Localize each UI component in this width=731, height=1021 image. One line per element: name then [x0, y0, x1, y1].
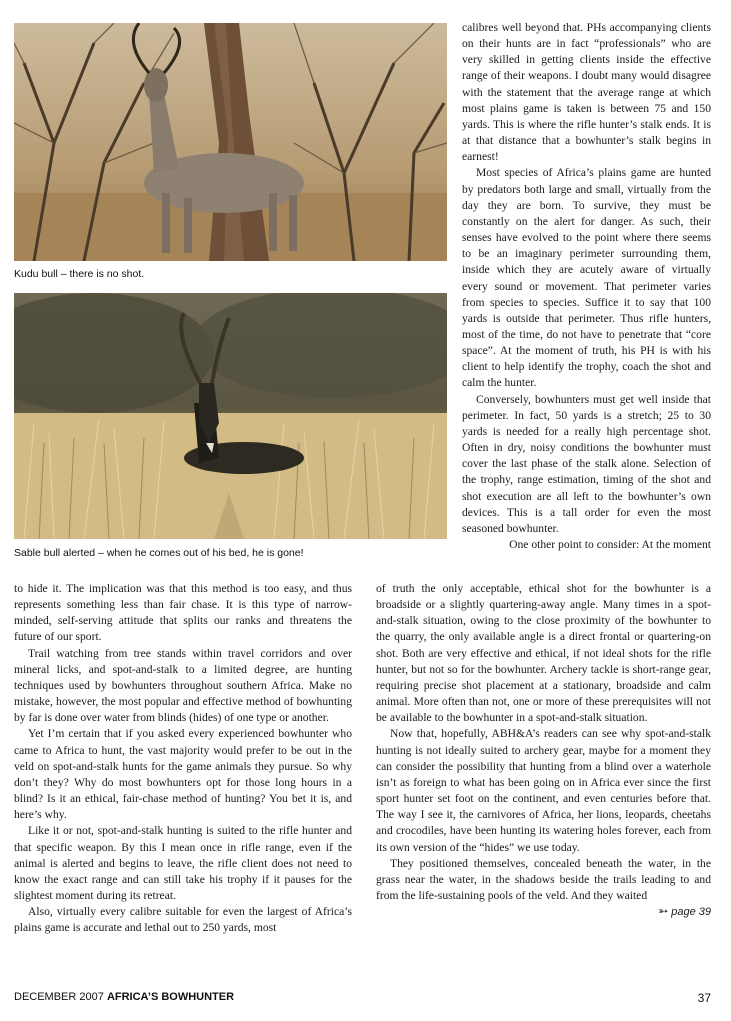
bottom-right-paragraph-2: Now that, hopefully, ABH&A’s readers can see why spot-and-stalk hunting is not ideally suited to archery gear, maybe for a moment they can consider the possibility that hunting from a blind over a waterhole isn’t as foreign to what has been going on in Africa ever since the first sport hunter set foot on the continent, and even centuries before that. The way I see it, the carnivores of Africa, her lions, leopards, cheetahs and crocodiles, have been hunting its watering holes forever, each from its own version of the “hides” we use today.: [376, 727, 711, 854]
bottom-right-column-text: [376, 581, 711, 920]
left-paragraph-5: Also, virtually every calibre suitable for even the largest of Africa’s plains game is accurate and lethal out to 250 yards, most: [14, 905, 352, 935]
left-paragraph-4: Like it or not, spot-and-stalk hunting is suited to the rifle hunter and that specific weapon. By this I mean once in rifle range, even if the animal is alerted and begins to leave, the rifle client does not need to know the exact range and can still take his trophy if it pauses for the slightest moment during its retreat.: [14, 824, 352, 902]
footer-left: [14, 991, 234, 1003]
right-paragraph-2: Most species of Africa’s plains game are hunted by predators both large and small, virtually from the day they are born. To survive, they must be constantly on the alert for danger. As such, their senses have evolved to the point where there seems to be an imaginary perimeter surrounding them, inside which they are acutely aware of virtually every sound or movement. That perimeter varies from species to species. Suffice it to say that 100 yards is outside that perimeter. Thus rifle hunters, most of the time, do not have to penetrate that “core space”. At the moment of truth, his PH is with his client to help identify the trophy, coach the shot and calm the hunter.: [462, 166, 711, 390]
continued-label: page 39: [671, 906, 711, 919]
page-number: 37: [697, 991, 711, 1005]
kudu-photo: [14, 23, 447, 261]
bottom-right-paragraph-1: of truth the only acceptable, ethical shot for the bowhunter is a broadside or a slightly quartering-away angle. Many times in a spot-and-stalk situation, owing to the close proximity of the bowhunter to the quarry, the only available angle is a direct frontal or quartering-on shot. Both are very effective and ethical, if not ideal shots for the rifle hunter, but not so for the bowhunter. Archery tackle is short-range gear, requiring precise shot placement at a stationary, broadside and calm animal. More often than not, one or more of these prerequisites will not be available to the bowhunter in a spot-and-stalk situation.: [376, 582, 711, 725]
continued-link[interactable]: [376, 903, 711, 920]
magazine-name: AFRICA’S BOWHUNTER: [106, 991, 235, 1003]
right-paragraph-1: calibres well beyond that. PHs accompanying clients on their hunts are in fact “professionals” who are very skilled in getting clients inside the effective range of their weapons. I doubt many would disagree with the statement that the average range at which most plains game is taken is between 75 and 150 yards. This is where the rifle hunter’s stalk ends. It is at that distance that a bowhunter’s stalk begins in earnest!: [462, 21, 711, 164]
arrow-icon: ➳: [658, 904, 669, 919]
right-column-text: [462, 20, 711, 553]
left-paragraph-3: Yet I’m certain that if you asked every experienced bowhunter who came to Africa to hunt, the vast majority would prefer to be out in the veld on spot-and-stalk hunts for the game animals they pursue. So why don’t they? Why do most bowhunters opt for those long hours in a blind? Is it an ethical, fair-chase method of hunting? You bet it is, and here’s why.: [14, 727, 352, 822]
sable-photo: [14, 293, 447, 539]
left-paragraph-1: to hide it. The implication was that this method is too easy, and thus represents something less than fair chase. It is this type of narrow-minded, self-serving attitude that splits our ranks and threatens the future of our sport.: [14, 582, 352, 644]
right-paragraph-4: One other point to consider: At the moment: [509, 538, 711, 551]
left-column-text: [14, 581, 352, 936]
right-paragraph-3: Conversely, bowhunters must get well inside that perimeter. In fact, 50 yards is a stretch; 25 to 30 yards is needed for a really high percentage shot. Often in dry, noisy conditions the bowhunter must cover the last phase of the stalk alone. Selection of the trophy, range estimation, timing of the shot and shot execution are all left to the bowhunter’s own devices. This is a tall order for even the most seasoned bowhunter.: [462, 392, 711, 535]
left-paragraph-2: Trail watching from tree stands within travel corridors and over mineral licks, and spot-and-stalk to a limited degree, are hunting techniques used by bowhunters throughout southern Africa. Make no mistake, however, the most popular and effective method of bowhunting by far is done over water from blinds (hides) of one type or another.: [14, 646, 352, 725]
kudu-caption: Kudu bull – there is no shot.: [14, 268, 145, 280]
bottom-right-paragraph-3: They positioned themselves, concealed beneath the water, in the grass near the water, in the shadows beside the trails leading to and from the life-sustaining pools of the veld. And they waited: [376, 856, 711, 902]
issue-date: DECEMBER 2007: [14, 991, 104, 1003]
sable-caption: Sable bull alerted – when he comes out of his bed, he is gone!: [14, 547, 304, 559]
